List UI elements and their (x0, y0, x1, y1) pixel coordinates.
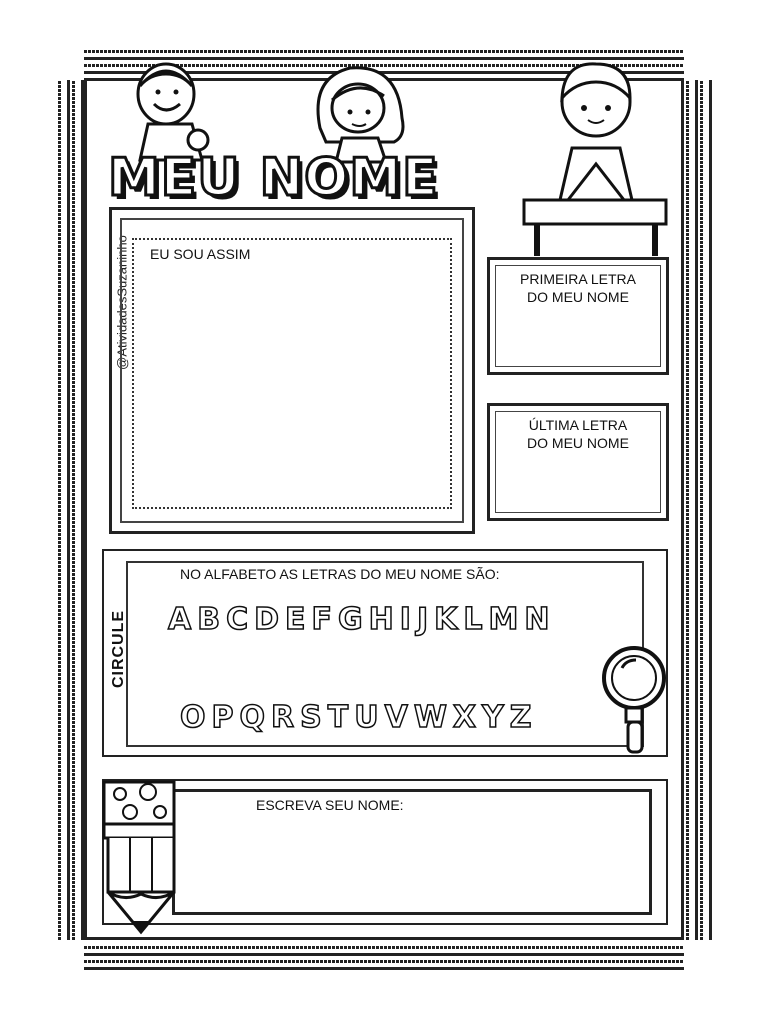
right-border-line-2 (700, 80, 712, 940)
alphabet-letter-g[interactable]: G (338, 602, 366, 637)
alphabet-letter-s[interactable]: S (300, 700, 325, 735)
alphabet-letter-q[interactable]: Q (239, 700, 269, 735)
author-watermark: @AtividadesSuzaninho (114, 235, 130, 370)
last-letter-label-line2: DO MEU NOME (527, 435, 629, 451)
bottom-border-line (84, 946, 684, 956)
alphabet-letter-v[interactable]: V (384, 700, 411, 735)
first-letter-box[interactable] (487, 257, 669, 375)
alphabet-letter-u[interactable]: U (354, 700, 382, 735)
alphabet-letter-y[interactable]: Y (482, 700, 507, 735)
alphabet-letter-j[interactable]: J (416, 602, 432, 637)
pencil-icon (100, 780, 182, 940)
right-border-line (686, 80, 698, 940)
circle-instruction: CIRCULE (110, 609, 128, 689)
alphabet-letter-w[interactable]: W (413, 700, 450, 735)
alphabet-letter-n[interactable]: N (524, 602, 553, 637)
last-letter-label (490, 416, 666, 452)
first-letter-label (490, 270, 666, 306)
self-portrait-frame (120, 218, 464, 523)
reading-kid-illustration (520, 60, 670, 258)
alphabet-row-2 (180, 700, 538, 735)
last-letter-box[interactable] (487, 403, 669, 521)
alphabet-row-1 (168, 602, 555, 637)
first-letter-label-line1: PRIMEIRA LETRA (520, 271, 636, 287)
left-border-line (58, 80, 70, 940)
alphabet-letter-k[interactable]: K (434, 602, 461, 637)
alphabet-letter-e[interactable]: E (285, 602, 309, 637)
page-title: MEU NOME (108, 148, 439, 208)
self-portrait-drawing-area[interactable] (132, 238, 452, 509)
alphabet-letter-d[interactable]: D (254, 602, 283, 637)
magnifying-glass-icon (600, 642, 670, 756)
alphabet-letter-l[interactable]: L (463, 602, 486, 637)
alphabet-letter-o[interactable]: O (180, 700, 209, 735)
alphabet-instruction: NO ALFABETO AS LETRAS DO MEU NOME SÃO: (180, 566, 500, 582)
alphabet-letter-h[interactable]: H (368, 602, 397, 637)
write-name-label: ESCREVA SEU NOME: (256, 797, 404, 813)
last-letter-label-line1: ÚLTIMA LETRA (528, 417, 628, 433)
self-portrait-label: EU SOU ASSIM (150, 246, 251, 262)
alphabet-letter-t[interactable]: T (327, 700, 352, 735)
alphabet-letter-p[interactable]: P (211, 700, 237, 735)
alphabet-letter-f[interactable]: F (311, 602, 336, 637)
alphabet-letter-a[interactable]: A (168, 602, 195, 637)
left-border-line-2 (72, 80, 84, 940)
bottom-border-line-2 (84, 960, 684, 970)
alphabet-letter-z[interactable]: Z (509, 700, 535, 735)
alphabet-letter-x[interactable]: X (452, 700, 480, 735)
alphabet-letter-b[interactable]: B (197, 602, 224, 637)
write-name-input-area[interactable] (172, 789, 652, 915)
alphabet-letter-r[interactable]: R (271, 700, 298, 735)
alphabet-letter-c[interactable]: C (226, 602, 252, 637)
first-letter-label-line2: DO MEU NOME (527, 289, 629, 305)
alphabet-letter-i[interactable]: I (399, 602, 414, 637)
alphabet-letter-m[interactable]: M (488, 602, 522, 637)
